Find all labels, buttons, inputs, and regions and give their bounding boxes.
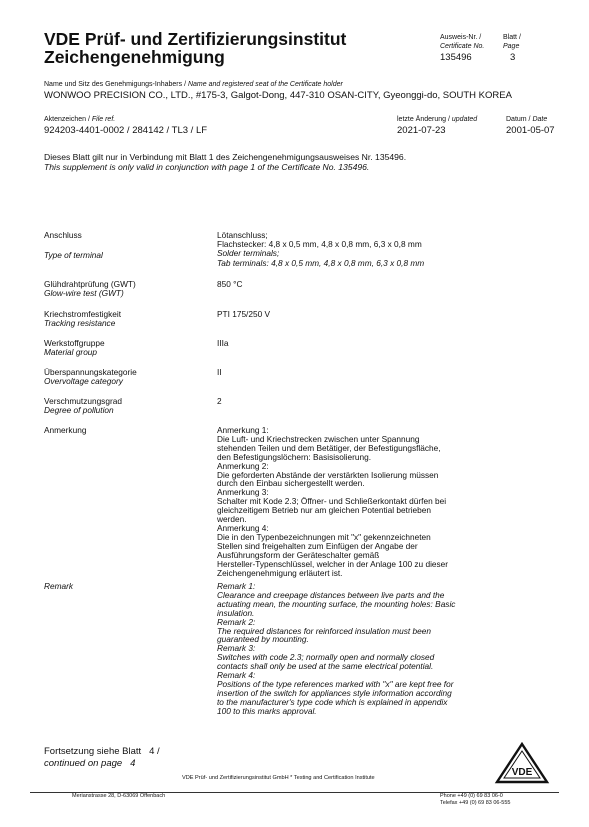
value-material: IIIa (217, 338, 229, 348)
label-remark: Remark (44, 581, 74, 591)
certificate-number: 135496 (440, 52, 472, 63)
file-ref-label: Aktenzeichen / File ref. (44, 116, 116, 123)
remark-text: Remark 1: Clearance and creepage distances between live parts and the actuating mean, the mounting surface, the mounting holes: Basic insulation. Remark 2: The required distances for reinforced insulation must been guaranteed by mounting. Remark 3: Switches with code 2.3; normally open and normally closed contacts shall only be used at the same electrical potential. Remark 4: Positions of the type references marked with "x" are kept free for insertion of the switch for appliances style information according to the manufacturer's type code which is explained in appendix 100 to this marks approval. (217, 581, 456, 716)
value-terminal: Lötanschluss; Flachstecker: 4,8 x 0,5 mm, 4,8 x 0,8 mm, 6,3 x 0,8 mm Solder terminals; Tab terminals: 4,8 x 0,5 mm, 4,8 x 0,8 mm, 6,3 x 0,8 mm (217, 230, 425, 268)
validity-note: Dieses Blatt gilt nur in Verbindung mit Blatt 1 des Zeichengenehmigungsausweises Nr. 135496. This supplement is only valid in conjunction with page 1 of the Certificate No. 135496. (44, 152, 407, 172)
value-pollution: 2 (217, 396, 222, 406)
updated-label: letzte Änderung / updated (397, 116, 478, 123)
label-material: Werkstoffgruppe Material group (44, 338, 105, 358)
value-tracking: PTI 175/250 V (217, 309, 271, 319)
label-overvoltage: Überspannungskategorie Overvoltage category (44, 367, 137, 387)
footer-contact: Phone +49 (0) 69 83 06-0 Telefax +49 (0) 69 83 06-555 (440, 793, 511, 806)
page-number: 3 (510, 52, 516, 63)
continuation: Fortsetzung siehe Blatt 4 / continued on page 4 (44, 746, 160, 769)
title-line-2: Zeichengenehmigung (44, 47, 225, 67)
file-ref-value: 924203-4401-0002 / 284142 / TL3 / LF (44, 125, 208, 136)
value-gwt: 850 °C (217, 279, 243, 289)
label-terminal-de: Anschluss (44, 230, 82, 240)
anmerkung-text: Anmerkung 1: Die Luft- und Kriechstrecken zwischen unter Spannung stehenden Teilen und dem Betätiger, der Befestigungsfläche, den Befestigungslöchern: Basisisolierung. Anmerkung 2: Die geforderten Abstände der verstärkten Isolierung müssen durch den Einbau sichergestellt werden. Anmerkung 3: Schalter mit Kode 2.3; Öffner- und Schließerkontakt dürfen bei gleichzeitigem Betrieb nur am gleichen Potential betrieben werden. Anmerkung 4: Die in den Typenbezeichnungen mit "x" gekennzeichneten Stellen sind freigehalten zum Einfügen der Angabe der Ausführungsform der Geräteschalter gemäß Hersteller-Typenschlüssel, welcher in der Anlage 100 zu dieser Zeichengenehmigung erläutert ist. (217, 425, 449, 578)
updated-value: 2021-07-23 (397, 125, 446, 136)
label-gwt: Glühdrahtprüfung (GWT) Glow-wire test (GWT) (44, 279, 136, 299)
date-value: 2001-05-07 (506, 125, 555, 136)
date-label: Datum / Date (506, 116, 548, 123)
page-title (44, 30, 346, 66)
label-tracking: Kriechstromfestigkeit Tracking resistance (44, 309, 122, 329)
label-anmerkung: Anmerkung (44, 425, 87, 435)
label-pollution: Verschmutzungsgrad Degree of pollution (44, 396, 122, 416)
title-line-1: VDE Prüf- und Zertifizierungsinstitut (44, 29, 347, 49)
vde-logo-text: VDE (511, 767, 533, 778)
footer-address: Merianstrasse 28, D-63069 Offenbach (72, 793, 166, 799)
value-overvoltage: II (217, 367, 222, 377)
holder-value: WONWOO PRECISION CO., LTD., #175-3, Galgot-Dong, 447-310 OSAN-CITY, Gyeonggi-do, SOUTH KOREA (44, 90, 512, 101)
footer-institute: VDE Prüf- und Zertifizierungsinstitut GmbH * Testing and Certification Institute (182, 775, 375, 781)
page-label: Blatt / Page (503, 34, 521, 50)
label-terminal-en: Type of terminal (44, 250, 103, 260)
vde-logo-icon (494, 742, 550, 786)
certificate-label: Ausweis-Nr. / Certificate No. (440, 34, 485, 50)
holder-label: Name und Sitz des Genehmigungs-Inhabers / Name and registered seat of the Certificate holder (44, 81, 343, 88)
